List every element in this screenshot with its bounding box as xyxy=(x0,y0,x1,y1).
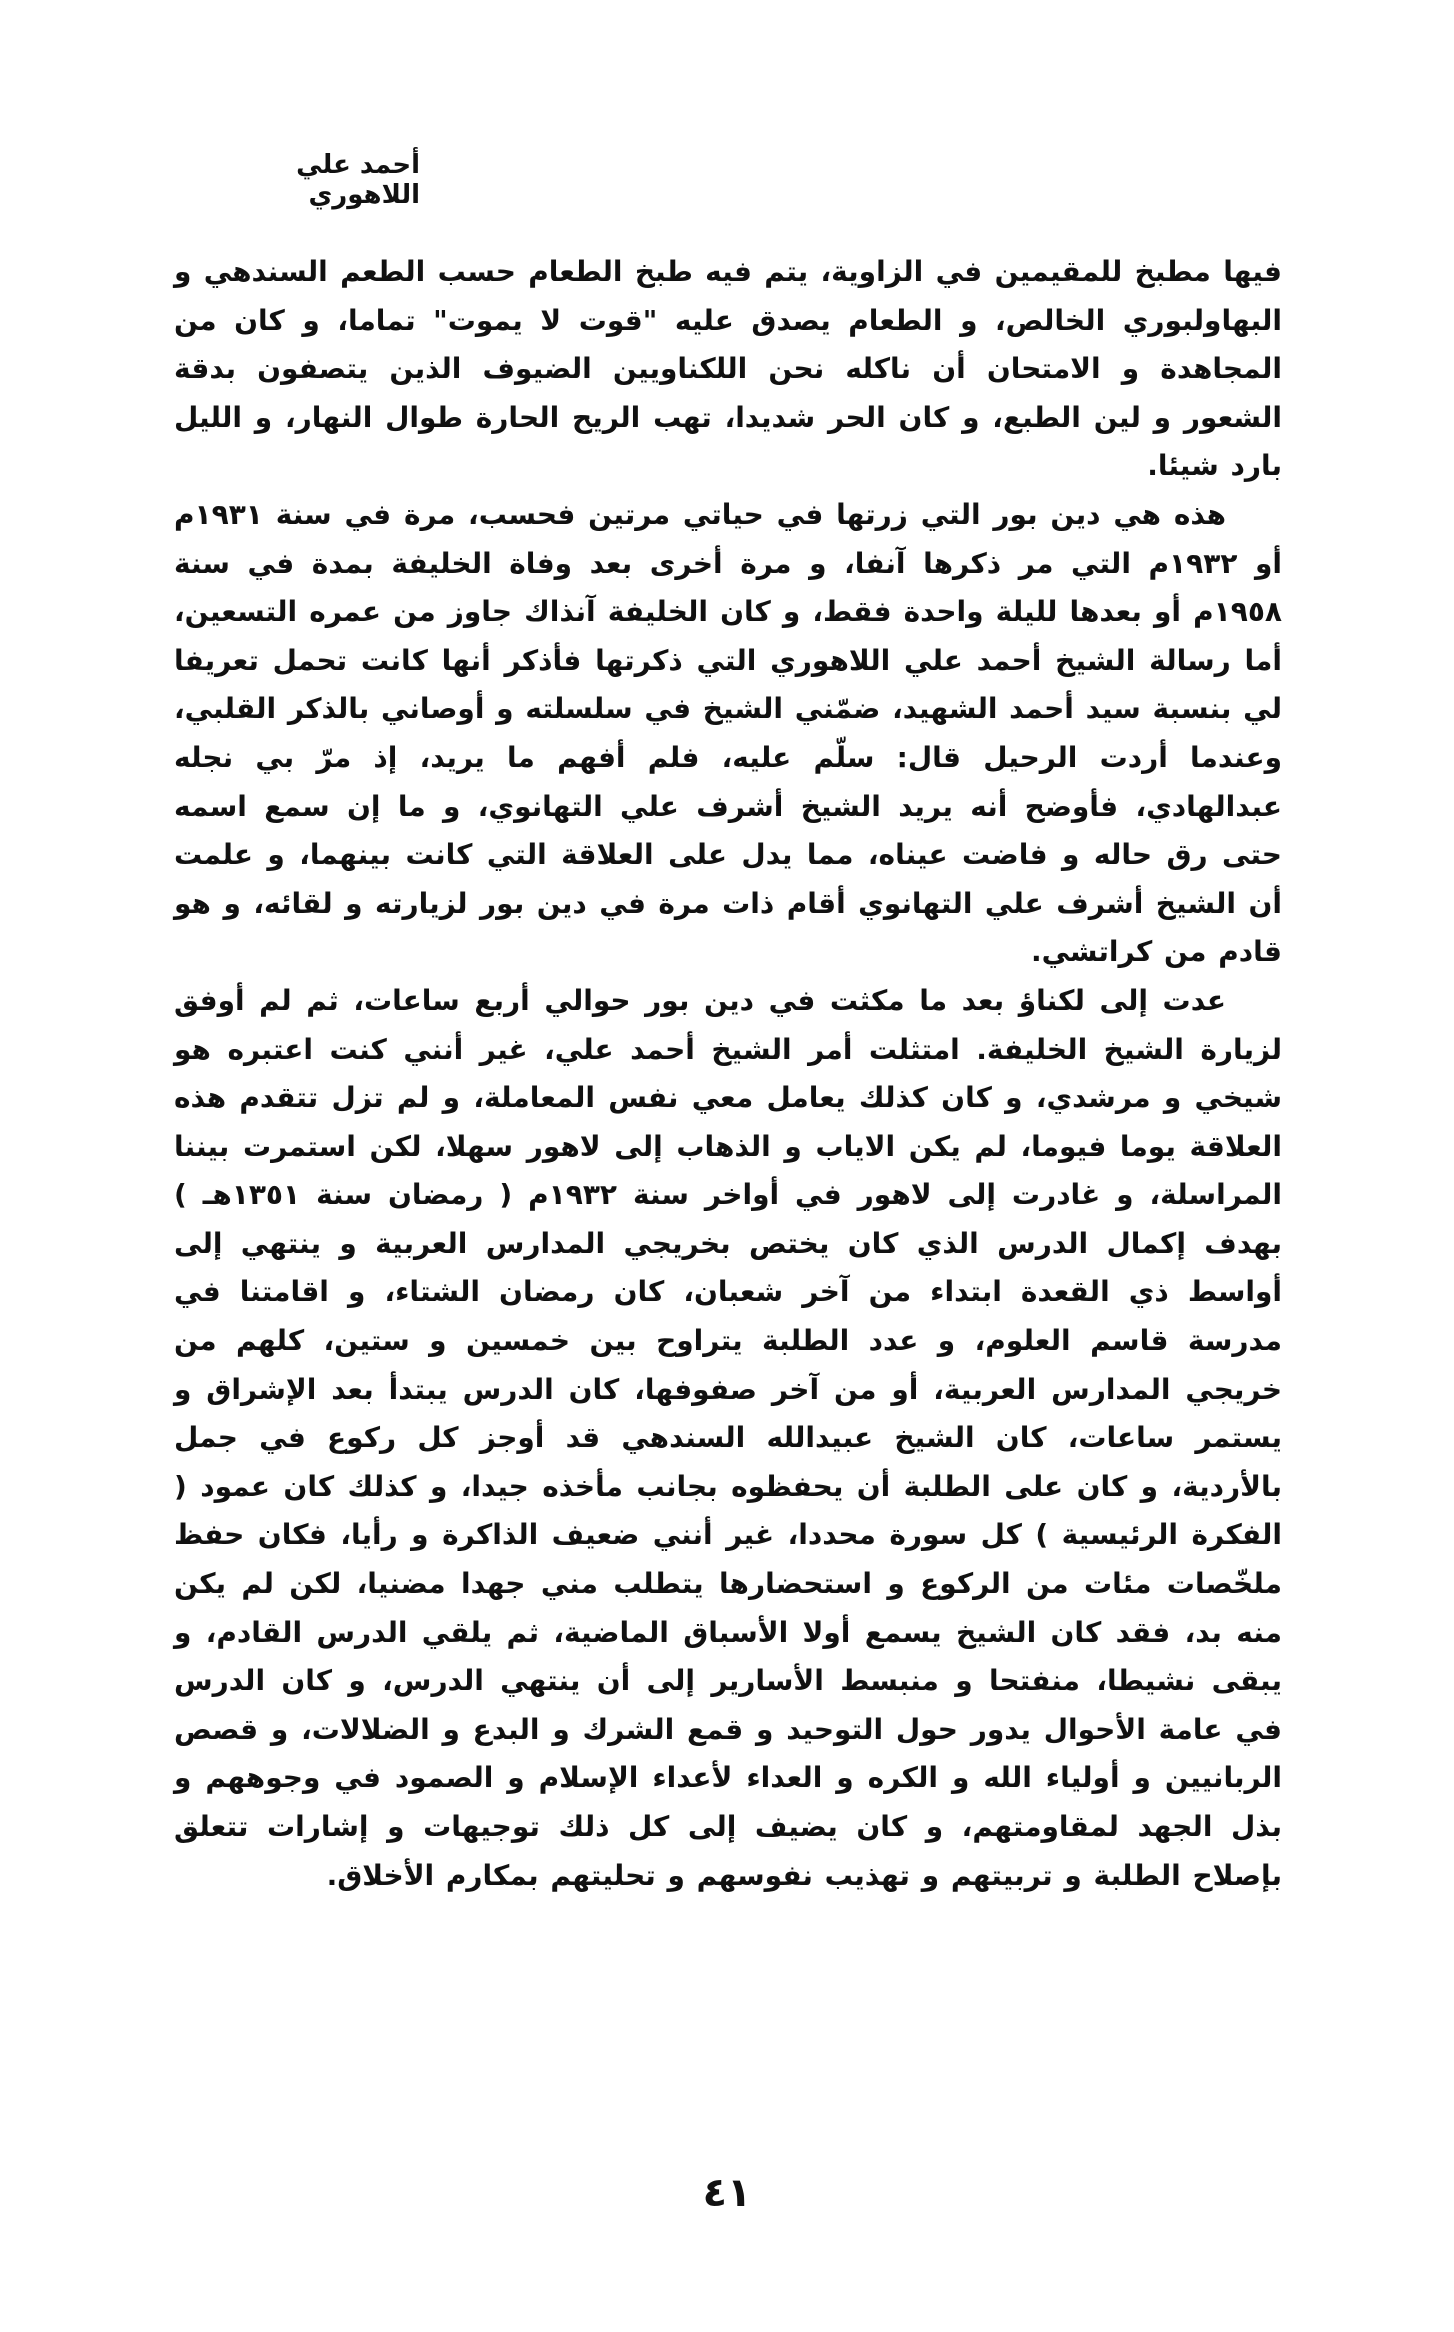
body-text xyxy=(174,248,1282,1900)
paragraph-3: عدت إلى لكناؤ بعد ما مكثت في دين بور حوالي أربع ساعات، ثم لم أوفق لزيارة الشيخ الخليفة. امتثلت أمر الشيخ أحمد علي، غير أنني كنت اعتبره هو شيخي و مرشدي، و كان كذلك يعامل معي نفس المعاملة، و لم تزل تتقدم هذه العلاقة يوما فيوما، لم يكن الاياب و الذهاب إلى لاهور سهلا، لكن استمرت بيننا المراسلة، و غادرت إلى لاهور في أواخر سنة ١٩٣٢م ( رمضان سنة ١٣٥١هـ ) بهدف إكمال الدرس الذي كان يختص بخريجي المدارس العربية و ينتهي إلى أواسط ذي القعدة ابتداء من آخر شعبان، كان رمضان الشتاء، و اقامتنا في مدرسة قاسم العلوم، و عدد الطلبة يتراوح بين خمسين و ستين، كلهم من خريجي المدارس العربية، أو من آخر صفوفها، كان الدرس يبتدأ بعد الإشراق و يستمر ساعات، كان الشيخ عبيدالله السندهي قد أوجز كل ركوع في جمل بالأردية، و كان على الطلبة أن يحفظوه بجانب مأخذه جيدا، و كذلك كان عمود ( الفكرة الرئيسية ) كل سورة محددا، غير أنني ضعيف الذاكرة و رأيا، فكان حفظ ملخّصات مئات من الركوع و استحضارها يتطلب مني جهدا مضنيا، لكن لم يكن منه بد، فقد كان الشيخ يسمع أولا الأسباق الماضية، ثم يلقي الدرس القادم، و يبقى نشيطا، منفتحا و منبسط الأسارير إلى أن ينتهي الدرس، و كان الدرس في عامة الأحوال يدور حول التوحيد و قمع الشرك و البدع و الضلالات، و قصص الربانيين و أولياء الله و الكره و العداء لأعداء الإسلام و الصمود في وجوههم و بذل الجهد لمقاومتهم، و كان يضيف إلى كل ذلك توجيهات و إشارات تتعلق بإصلاح الطلبة و تربيتهم و تهذيب نفوسهم و تحليتهم بمكارم الأخلاق. xyxy=(174,983,1282,1892)
paragraph-2: هذه هي دين بور التي زرتها في حياتي مرتين فحسب، مرة في سنة ١٩٣١م أو ١٩٣٢م التي مر ذكرها آنفا، و مرة أخرى بعد وفاة الخليفة بمدة في سنة ١٩٥٨م أو بعدها لليلة واحدة فقط، و كان الخليفة آنذاك جاوز من عمره التسعين، أما رسالة الشيخ أحمد علي اللاهوري التي ذكرتها فأذكر أنها كانت تحمل تعريفا لي بنسبة سيد أحمد الشهيد، ضمّني الشيخ في سلسلته و أوصاني بالذكر القلبي، وعندما أردت الرحيل قال: سلّم عليه، فلم أفهم ما يريد، إذ مرّ بي نجله عبدالهادي، فأوضح أنه يريد الشيخ أشرف علي التهانوي، و ما إن سمع اسمه حتى رق حاله و فاضت عيناه، مما يدل على العلاقة التي كانت بينهما، و علمت أن الشيخ أشرف علي التهانوي أقام ذات مرة في دين بور لزيارته و لقائه، و هو قادم من كراتشي. xyxy=(174,497,1283,969)
running-header: أحمد علي اللاهوري xyxy=(296,150,420,210)
paragraph-1: فيها مطبخ للمقيمين في الزاوية، يتم فيه طبخ الطعام حسب الطعم السندهي و البهاولبوري الخالص، و الطعام يصدق عليه "قوت لا يموت" تماما، و كان من المجاهدة و الامتحان أن ناكله نحن اللكناويين الضيوف الذين يتصفون بدقة الشعور و لين الطبع، و كان الحر شديدا، تهب الريح الحارة طوال النهار، و الليل بارد شيئا. xyxy=(174,255,1282,483)
page-number: ٤١ xyxy=(702,2170,752,2216)
